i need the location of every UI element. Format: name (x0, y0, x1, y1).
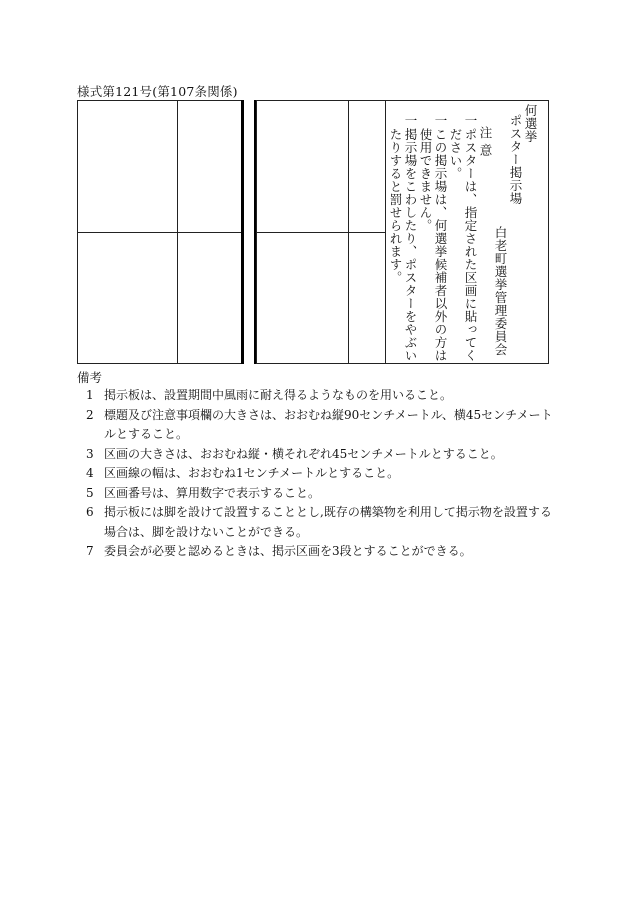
remark-number: 3 (86, 446, 94, 461)
divider-line (241, 100, 244, 364)
remarks-heading: 備考 (77, 370, 103, 385)
remark-text: 区画線の幅は、おおむね1センチメートルとすること。 (104, 466, 400, 480)
remark-number: 2 (86, 407, 94, 422)
notice-1-line1: ポスターは、指定された区画に貼ってく (463, 128, 478, 362)
poster-cell (177, 232, 242, 364)
remark-text: 区画番号は、算用数字で表示すること。 (104, 485, 321, 500)
poster-cell (256, 100, 349, 233)
notice-2-line1: この掲示場は、何選挙候補者以外の方は (433, 128, 448, 362)
remark-item (86, 386, 554, 406)
committee-name: 白老町選挙管理委員会 (493, 226, 508, 356)
remark-item (86, 484, 554, 504)
remark-text: 委員会が必要と認めるときは、掲示区画を3段とすることができる。 (104, 544, 472, 558)
remark-number: 5 (86, 485, 94, 500)
notice-3-line1: 掲示場をこわしたり、ポスターをやぶい (403, 128, 418, 362)
poster-cell (256, 232, 349, 364)
poster-cell (77, 100, 178, 233)
remark-item (86, 464, 554, 484)
remark-item (86, 503, 554, 542)
notice-1-line2: ださい。 (448, 128, 463, 180)
heading-poster-site: ポスター掲示場 (508, 114, 523, 205)
notice-2-line2: 使用できません。 (418, 128, 433, 232)
remark-text: 掲示板には脚を設けて設置することとし,既存の構築物を利用して掲示物を設置する場合は、脚を設けないことができる。 (104, 505, 552, 539)
poster-board (77, 100, 549, 364)
remark-text: 標題及び注意事項欄の大きさは、おおむね縦90センチメートル、横45センチメートルとすること。 (104, 407, 553, 441)
remark-number: 6 (86, 505, 94, 519)
notice-3-line2: たりすると罰せられます。 (388, 128, 403, 284)
heading-election: 何選挙 (523, 104, 538, 143)
notice-3-mark: 一 (403, 114, 418, 127)
poster-cell (348, 232, 386, 364)
remark-item (86, 406, 554, 445)
notice-label: 注 意 (478, 126, 493, 157)
remark-item (86, 445, 554, 465)
remark-item (86, 542, 554, 562)
notice-2-mark: 一 (433, 114, 448, 127)
remark-text: 区画の大きさは、おおむね縦・横それぞれ45センチメートルとすること。 (104, 446, 503, 461)
notice-1-mark: 一 (463, 114, 478, 127)
remarks-list (86, 386, 554, 562)
remark-number: 4 (86, 466, 94, 480)
remark-number: 7 (86, 544, 94, 558)
poster-cell (177, 100, 242, 233)
poster-cell (77, 232, 178, 364)
remark-number: 1 (86, 388, 94, 402)
poster-cell (348, 100, 386, 233)
form-title: 様式第121号(第107条関係) (77, 84, 238, 99)
remark-text: 掲示板は、設置期間中風雨に耐え得るようなものを用いること。 (104, 388, 453, 402)
